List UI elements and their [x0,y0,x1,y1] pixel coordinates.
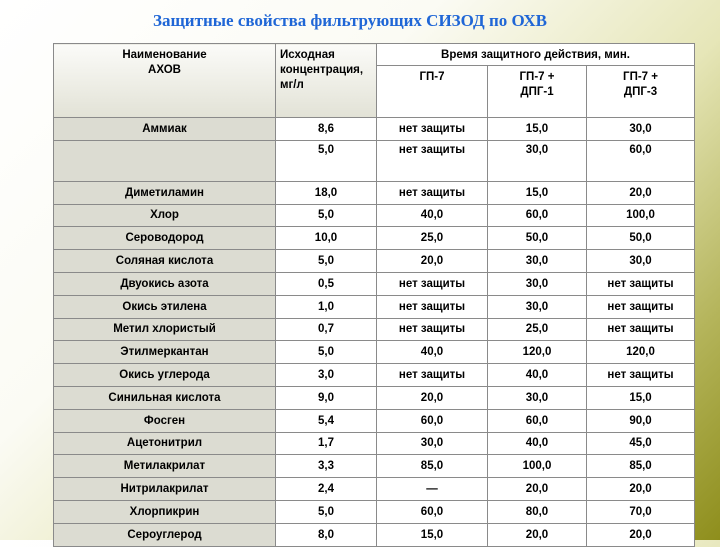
cell-concentration: 0,7 [276,318,377,341]
cell-gp7: нет защиты [377,272,488,295]
header-gp7-dpg1-line2: ДПГ-1 [520,86,554,98]
cell-gp7: нет защиты [377,181,488,204]
cell-gp7-dpg1: 50,0 [488,227,587,250]
cell-gp7-dpg1: 15,0 [488,118,587,141]
cell-concentration: 9,0 [276,386,377,409]
cell-gp7-dpg1: 30,0 [488,272,587,295]
cell-gp7: 15,0 [377,523,488,546]
table-row [54,455,695,478]
table-row [54,250,695,273]
cell-gp7-dpg1: 30,0 [488,140,587,181]
cell-concentration: 3,0 [276,364,377,387]
header-gp7-dpg1-line1: ГП-7 + [519,71,555,83]
cell-gp7-dpg1: 80,0 [488,500,587,523]
cell-gp7-dpg3: 90,0 [587,409,695,432]
cell-substance: Сероуглерод [54,523,276,546]
table-row [54,272,695,295]
cell-gp7-dpg3: 100,0 [587,204,695,227]
cell-gp7-dpg1: 40,0 [488,432,587,455]
cell-gp7-dpg3: 30,0 [587,250,695,273]
cell-gp7-dpg1: 60,0 [488,409,587,432]
header-concentration: Исходная концентрация, мг/л [276,44,377,118]
cell-gp7-dpg3: нет защиты [587,318,695,341]
cell-gp7-dpg3: 30,0 [587,118,695,141]
header-gp7-dpg3-line1: ГП-7 + [623,71,658,83]
cell-substance: Окись углерода [54,364,276,387]
cell-substance: Хлорпикрин [54,500,276,523]
cell-gp7: 30,0 [377,432,488,455]
table-row [54,409,695,432]
page-title: Защитные свойства фильтрующих СИЗОД по ОХВ [152,11,548,30]
cell-substance: Хлор [54,204,276,227]
cell-concentration: 10,0 [276,227,377,250]
cell-gp7-dpg1: 30,0 [488,295,587,318]
table-row [54,341,695,364]
cell-gp7-dpg3: 50,0 [587,227,695,250]
header-substance-line2: АХОВ [148,64,181,76]
cell-gp7-dpg1: 60,0 [488,204,587,227]
protection-table [53,43,695,547]
cell-concentration: 5,4 [276,409,377,432]
cell-gp7: 60,0 [377,500,488,523]
table-row [54,478,695,501]
cell-substance: Метил хлористый [54,318,276,341]
header-protection-time: Время защитного действия, мин. [377,44,695,66]
cell-gp7: — [377,478,488,501]
header-gp7-dpg1 [488,66,587,118]
cell-gp7: нет защиты [377,364,488,387]
cell-gp7-dpg1: 120,0 [488,341,587,364]
cell-substance: Этилмеркантан [54,341,276,364]
cell-substance: Окись этилена [54,295,276,318]
cell-substance [54,140,276,181]
table-row [54,181,695,204]
cell-gp7-dpg3: нет защиты [587,364,695,387]
cell-substance: Нитрилакрилат [54,478,276,501]
table-header [54,44,695,118]
cell-gp7-dpg1: 25,0 [488,318,587,341]
cell-gp7-dpg3: нет защиты [587,295,695,318]
cell-substance: Синильная кислота [54,386,276,409]
cell-substance: Двуокись азота [54,272,276,295]
cell-substance: Сероводород [54,227,276,250]
table-row [54,364,695,387]
cell-concentration: 0,5 [276,272,377,295]
cell-gp7-dpg3: 60,0 [587,140,695,181]
cell-gp7: нет защиты [377,140,488,181]
cell-gp7: нет защиты [377,318,488,341]
cell-gp7-dpg1: 20,0 [488,523,587,546]
table-row [54,500,695,523]
cell-gp7: 60,0 [377,409,488,432]
cell-gp7-dpg1: 100,0 [488,455,587,478]
cell-concentration: 18,0 [276,181,377,204]
header-substance-line1: Наименование [122,49,207,61]
cell-concentration: 1,0 [276,295,377,318]
cell-gp7-dpg3: 20,0 [587,478,695,501]
table-row [54,227,695,250]
cell-substance: Метилакрилат [54,455,276,478]
cell-gp7-dpg1: 15,0 [488,181,587,204]
cell-concentration: 8,0 [276,523,377,546]
cell-gp7: 20,0 [377,386,488,409]
cell-concentration: 8,6 [276,118,377,141]
table-row [54,523,695,546]
cell-gp7-dpg1: 30,0 [488,250,587,273]
cell-gp7-dpg3: 15,0 [587,386,695,409]
cell-concentration: 5,0 [276,250,377,273]
cell-gp7: нет защиты [377,295,488,318]
table-row [54,204,695,227]
cell-concentration: 2,4 [276,478,377,501]
table-row [54,432,695,455]
cell-gp7-dpg1: 20,0 [488,478,587,501]
cell-gp7-dpg3: нет защиты [587,272,695,295]
cell-concentration: 5,0 [276,341,377,364]
cell-gp7-dpg3: 20,0 [587,523,695,546]
cell-gp7-dpg3: 70,0 [587,500,695,523]
cell-gp7: 25,0 [377,227,488,250]
cell-concentration: 3,3 [276,455,377,478]
table-row [54,118,695,141]
cell-concentration: 5,0 [276,500,377,523]
table-row [54,140,695,181]
cell-concentration: 5,0 [276,140,377,181]
table-row [54,295,695,318]
cell-gp7-dpg1: 40,0 [488,364,587,387]
cell-gp7-dpg3: 20,0 [587,181,695,204]
header-substance [54,44,276,118]
cell-substance: Соляная кислота [54,250,276,273]
cell-substance: Аммиак [54,118,276,141]
cell-gp7: 40,0 [377,341,488,364]
cell-substance: Фосген [54,409,276,432]
cell-gp7-dpg1: 30,0 [488,386,587,409]
table-body [54,118,695,547]
cell-gp7-dpg3: 120,0 [587,341,695,364]
table-row [54,318,695,341]
header-gp7-dpg3-line2: ДПГ-3 [623,86,658,98]
cell-concentration: 1,7 [276,432,377,455]
cell-concentration: 5,0 [276,204,377,227]
cell-gp7: нет защиты [377,118,488,141]
cell-gp7: 20,0 [377,250,488,273]
cell-substance: Диметиламин [54,181,276,204]
header-gp7-dpg3 [587,66,695,118]
cell-gp7-dpg3: 45,0 [587,432,695,455]
cell-gp7: 40,0 [377,204,488,227]
cell-substance: Ацетонитрил [54,432,276,455]
table-row [54,386,695,409]
cell-gp7: 85,0 [377,455,488,478]
cell-gp7-dpg3: 85,0 [587,455,695,478]
header-gp7: ГП-7 [377,66,488,118]
